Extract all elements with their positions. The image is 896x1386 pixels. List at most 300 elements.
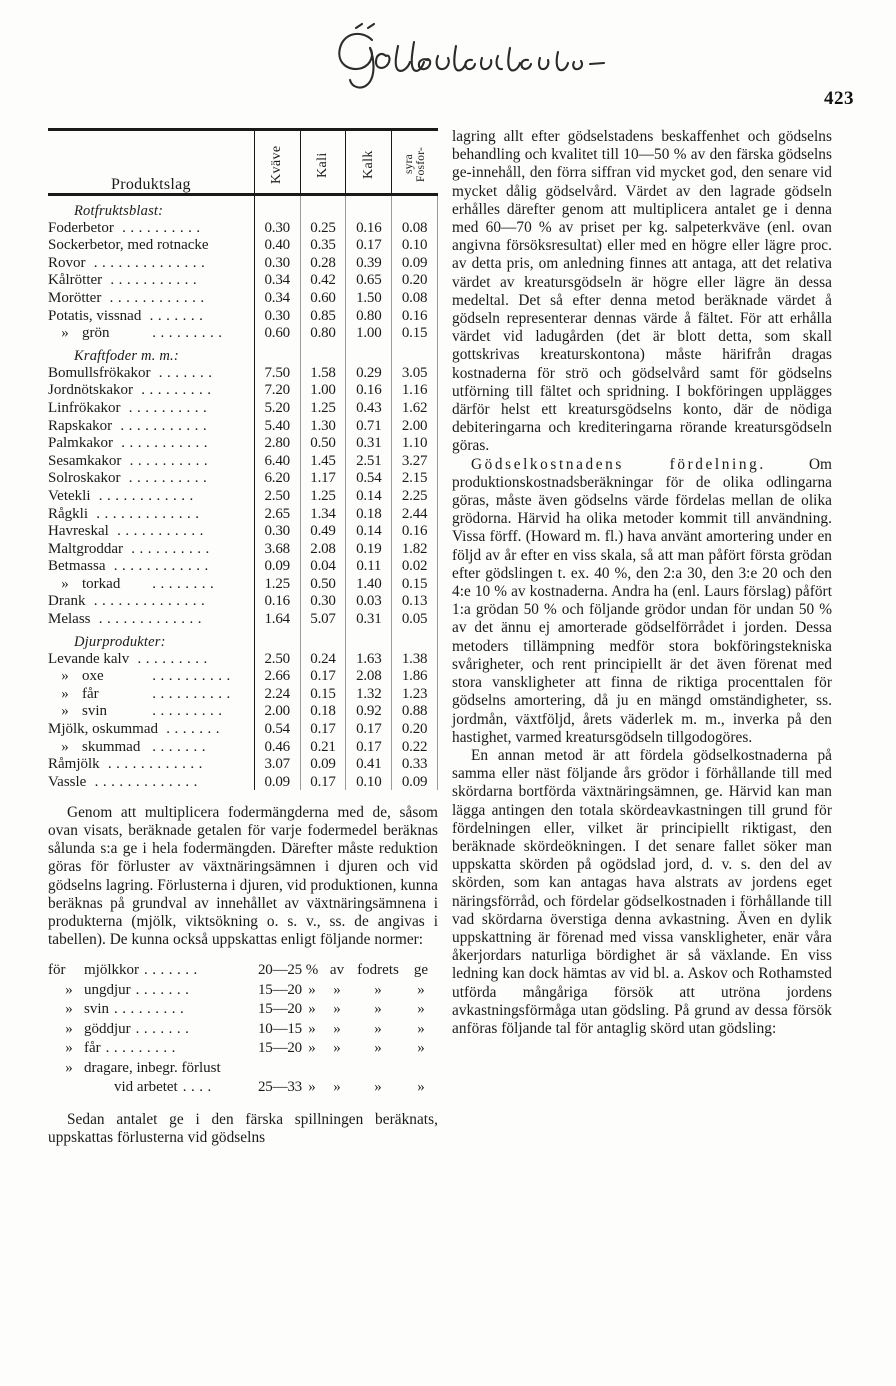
table-section-heading [48,196,438,218]
table-row-label [48,574,254,592]
table-row-label-text: Solroskakor [48,470,121,487]
table-row-label-text: Drank [48,593,86,610]
table-row-label-text: Maltgroddar [48,540,123,557]
table-row-label [48,306,254,324]
table-cell-value: 1.38 [392,649,438,667]
table-cell-value: 2.08 [300,539,346,557]
leader-dots: ......... [144,325,227,342]
table-cell-value: 0.80 [300,324,346,342]
table-row [48,363,438,381]
column-header-kalk [346,131,392,195]
table-row [48,684,438,702]
table-cell-value: 0.17 [300,667,346,685]
table-cell-value: 1.25 [300,486,346,504]
table-cell-value: 0.34 [254,271,300,289]
leader-dots: ........... [108,523,208,540]
table-row-label-text: torkad [82,575,121,592]
norm-row-animal: dragare, inbegr. förlust [84,1059,221,1076]
table-row-label [48,381,254,399]
table-cell-value: 0.09 [392,772,438,790]
norm-row-units [302,1078,438,1098]
table-row-label [48,486,254,504]
leader-dots: .............. [85,593,210,610]
table-row [48,469,438,487]
table-cell-value: 0.25 [300,218,346,236]
handwriting-strokes [318,22,738,94]
table-row-label-text: oxe [82,668,104,685]
table-section-spacer-cell [254,196,300,218]
table-row [48,737,438,755]
table-section-title: Kraftfoder m. m.: [48,341,254,363]
leader-dots: ............ [99,756,207,773]
norm-unit-cell: ge [413,962,429,979]
table-row-label-text: Linfrökakor [48,399,121,416]
table-cell-value: 2.44 [392,504,438,522]
ditto-mark: » [61,668,69,685]
table-cell-value: 3.07 [254,755,300,773]
table-section-spacer-cell [346,627,392,649]
loss-norms-list [48,961,438,1098]
table-cell-value: 0.30 [254,218,300,236]
table-cell-value: 0.09 [254,772,300,790]
left-column [48,128,438,1147]
table-cell-value: 1.64 [254,609,300,627]
table-cell-value: 0.30 [254,522,300,540]
left-paragraph-1: Genom att multiplicera fodermängderna med de, såsom ovan visats, beräknade getalen för varje fodermedel beräknas sålunda s:a ge i hela fodermängden. Därefter måste reduktion göras för förluster av växtnäringsämnen i djuren och vid gödselns lagring. Förlusterna i djuren, vid produktionen, kunna beräknas på grundval av innehållet av växtnäringsämnena i produkterna (mjölk, viktsökning o. s. v., ss. de angivas i tabellen). De kunna också uppskattas enligt följande normer: [48,803,438,949]
table-section-heading [48,341,438,363]
table-cell-value: 0.20 [392,719,438,737]
table-cell-value: 1.25 [300,398,346,416]
table-cell-value: 2.65 [254,504,300,522]
table-cell-value: 0.16 [392,522,438,540]
table-row-label-text: skummad [82,738,141,755]
table-row-label-text: Morötter [48,289,102,306]
norm-unit-cell: % [305,962,319,979]
table-row-label-text: Kålrötter [48,272,103,289]
table-row-label [48,522,254,540]
leader-dots: ......... [133,382,216,399]
norm-unit-cell: » [374,1040,382,1057]
table-cell-value: 1.00 [300,381,346,399]
left-paragraph-2: Sedan antalet ge i den färska spillningen beräknats, uppskattas förlusterna vid gödselns [48,1110,438,1147]
table-row-label-text: Sesamkakor [48,452,122,469]
table-cell-value: 0.71 [346,416,392,434]
right-paragraph-1: lagring allt efter gödselstadens beskaffenhet och gödselns behandling och kvalitet till 10—50 % av den färska gödselns ge-innehåll, den förra siffran vid mycket god, den senare vid mycket dålig gödselvård. Värdet av den lagrade gödseln erhålles därefter genom att multiplicera antalet ge i denna med 60—70 % av priset per kg. salpeterkväve (enl. ovan angivna försöksresultat) eller med en högre eller lägre proc. av detta pris, om anledning finnes att antaga, att det relativa värdet av kreatursgödseln är högre eller lägre än dessa medeltal. Det så efter denna metod beräknade värdet å gödseln representerar dennas värde å fältet. För att erhålla värdet vid ladugården (det är blott detta, som skall gottskrivas kreaturskontona) måste härifrån dragas kostnaderna för strö och gödselvård samt för gödselns utförning till fältet och spridning. I bokföringen upplägges därför helst ett kreatursgödselns konto, där de nödiga debiteringarna och krediteringarna rörande kreatursgödseln göras. [452,128,832,455]
table-cell-value: 1.58 [300,363,346,381]
table-row-label [48,557,254,575]
table-cell-value: 0.60 [254,324,300,342]
table-head [48,130,438,197]
leader-dots: .............. [85,254,210,271]
table-cell-value: 0.29 [346,363,392,381]
column-header-kali-label: Kali [315,152,331,178]
table-section-spacer-cell [346,196,392,218]
table-cell-value: 0.21 [300,737,346,755]
table-row-label-text: Vassle [48,773,87,790]
table-body [48,196,438,790]
leader-dots: ............. [88,505,204,522]
handwritten-annotation [318,22,738,94]
table-cell-value: 2.66 [254,667,300,685]
table-section-spacer-cell [254,627,300,649]
table-cell-value: 0.18 [346,504,392,522]
table-cell-value: 0.10 [346,772,392,790]
table-section-spacer-cell [392,196,438,218]
table-cell-value: 0.04 [300,557,346,575]
table-row [48,574,438,592]
table-row-label-text: grön [82,325,110,342]
table-cell-value: 3.05 [392,363,438,381]
leader-dots: ....... [158,721,225,738]
table-row [48,539,438,557]
leader-dots: ......... [114,1001,189,1018]
table-row-label-text: Havreskal [48,523,109,540]
table-row [48,416,438,434]
norm-unit-cell: » [333,981,341,998]
table-cell-value: 7.50 [254,363,300,381]
table-cell-value: 0.41 [346,755,392,773]
norm-row-range: 15—20 [257,1040,302,1057]
nutrient-content-table [48,128,438,790]
column-header-kali [300,131,346,195]
column-header-fosforsyra [392,131,438,195]
table-cell-value: 0.19 [346,539,392,557]
table-cell-value: 2.00 [254,702,300,720]
table-row [48,522,438,540]
table-cell-value: 0.15 [392,324,438,342]
norm-row-lead: » [65,1040,73,1057]
leader-dots: .......... [120,399,212,416]
table-section-spacer-cell [300,341,346,363]
table-cell-value: 0.34 [254,288,300,306]
table-row-label [48,609,254,627]
table-cell-value: 3.68 [254,539,300,557]
table-cell-value: 0.33 [392,755,438,773]
table-cell-value: 0.39 [346,253,392,271]
table-cell-value: 1.30 [300,416,346,434]
table-row-label-text: får [82,685,99,702]
table-cell-value: 0.24 [300,649,346,667]
table-row-label-text: svin [82,703,108,720]
fosforsyra-line1: Fosfor- [414,146,427,182]
ditto-mark: » [61,738,69,755]
table-row [48,288,438,306]
table-cell-value: 7.20 [254,381,300,399]
leader-dots: .......... [121,452,213,469]
table-row [48,236,438,254]
ditto-mark: » [61,703,69,720]
table-cell-value: 0.17 [346,737,392,755]
table-cell-value: 2.50 [254,486,300,504]
norm-unit-cell: » [308,1079,316,1096]
table-row-label [48,755,254,773]
norm-row-animal: ungdjur [84,981,131,998]
table-row-label-text: Potatis, vissnad [48,307,142,324]
table-cell-value: 0.17 [346,236,392,254]
norm-unit-cell: » [417,1079,425,1096]
table-cell-value: 0.42 [300,271,346,289]
table-section-spacer-cell [254,341,300,363]
leader-dots: ........... [102,272,202,289]
norm-unit-cell: » [333,1001,341,1018]
norm-row-range: 25—33 [257,1079,302,1096]
norm-unit-cell: » [308,1020,316,1037]
table-row [48,271,438,289]
leader-dots: .......... [144,685,235,702]
table-cell-value: 5.07 [300,609,346,627]
table-cell-value: 0.14 [346,522,392,540]
table-cell-value: 5.40 [254,416,300,434]
column-header-kvave-label: Kväve [269,145,285,185]
table-cell-value: 0.17 [300,719,346,737]
table-row [48,609,438,627]
leader-dots: ........ [144,575,219,592]
ditto-mark: » [61,685,69,702]
table-cell-value: 0.15 [300,684,346,702]
table-section-spacer-cell [392,341,438,363]
table-section-spacer-cell [346,341,392,363]
norm-row-animal: mjölkkor [84,962,139,979]
leader-dots: .......... [122,540,214,557]
table-cell-value: 0.08 [392,218,438,236]
table-row-label-text: Melass [48,611,91,628]
norm-row [48,1020,438,1040]
leader-dots: ....... [144,962,202,979]
table-cell-value: 0.08 [392,288,438,306]
table-row-label [48,324,254,342]
table-row-label-text: Bomullsfrökakor [48,364,151,381]
table-row-label-text: Vetekli [48,487,91,504]
table-cell-value: 2.24 [254,684,300,702]
table-row [48,649,438,667]
fosforsyra-line2: syra [402,154,415,174]
table-row [48,719,438,737]
table-cell-value: 1.25 [254,574,300,592]
table-row-label-text: Foderbetor [48,219,114,236]
table-cell-value: 0.02 [392,557,438,575]
table-cell-value: 0.16 [392,306,438,324]
table-row-label-text: Jordnötskakor [48,382,133,399]
table-cell-value: 6.20 [254,469,300,487]
table-row-label [48,218,254,236]
table-row [48,592,438,610]
norm-row [48,961,438,981]
norm-unit-cell: » [417,981,425,998]
table-cell-value: 0.16 [346,218,392,236]
table-row [48,218,438,236]
table-cell-value: 0.17 [300,772,346,790]
table-cell-value: 0.30 [254,306,300,324]
norm-row-range: 15—20 [257,1001,302,1018]
table-cell-value: 2.15 [392,469,438,487]
table-cell-value: 0.40 [254,236,300,254]
table-header-row [48,131,438,195]
column-header-kalk-label: Kalk [360,150,376,180]
norm-row-animal: får [84,1040,101,1057]
table-cell-value: 0.43 [346,398,392,416]
norm-row-lead: » [65,981,73,998]
table-row-label [48,772,254,790]
table-row-label [48,702,254,720]
table-row-label-text: Betmassa [48,558,106,575]
right-column [452,128,832,1038]
table-cell-value: 0.10 [392,236,438,254]
table-row-label [48,451,254,469]
table-cell-value: 0.30 [254,253,300,271]
leader-dots: ............ [105,558,213,575]
table-section-spacer-cell [300,627,346,649]
leader-dots: ............. [90,611,206,628]
norm-row-range: 20—25 [257,962,302,979]
table-cell-value: 0.50 [300,434,346,452]
table-row [48,324,438,342]
table-cell-value: 2.51 [346,451,392,469]
table-cell-value: 0.09 [300,755,346,773]
table-cell-value: 0.05 [392,609,438,627]
table-row [48,557,438,575]
table-row-label [48,236,254,254]
table-row-label [48,719,254,737]
table-cell-value: 1.45 [300,451,346,469]
table-section-spacer-cell [300,196,346,218]
table-cell-value: 0.35 [300,236,346,254]
table-cell-value: 0.16 [346,381,392,399]
section-heading-godselkostnadens-fordelning: Gödselkostnadens fördelning. [471,455,766,473]
leader-dots: ......... [129,650,212,667]
table-cell-value: 0.20 [392,271,438,289]
leader-dots: ....... [135,1020,194,1037]
norm-row-units [302,961,438,981]
table-cell-value: 1.40 [346,574,392,592]
page-number: 423 [824,88,854,109]
table-cell-value: 0.22 [392,737,438,755]
table-row-label [48,288,254,306]
norm-unit-cell: » [333,1079,341,1096]
table-cell-value: 0.31 [346,434,392,452]
table-row [48,755,438,773]
table-row [48,451,438,469]
table-cell-value: 0.09 [392,253,438,271]
table-cell-value: 0.28 [300,253,346,271]
leader-dots: ............ [101,289,209,306]
table-cell-value: 0.17 [346,719,392,737]
norm-unit-cell: fodrets [357,962,399,979]
table-cell-value: 0.54 [346,469,392,487]
leader-dots: .......... [144,668,235,685]
norm-row-lead: » [65,1001,73,1018]
table-cell-value: 0.18 [300,702,346,720]
table-cell-value: 0.88 [392,702,438,720]
leader-dots: .......... [120,470,212,487]
norm-unit-cell: » [308,1001,316,1018]
table-cell-value: 0.46 [254,737,300,755]
right-paragraph-2-text: Om produktionskostnadsberäkningar för de olika odlingarna göras, måste även gödselns värde fördelas mellan de olika grödorna. Härvid ha olika metoder kommit till användning. Vissa förff. (Howard m. fl.) hava använt amortering under en följd av år efter en viss skala, så att man påfört första grödan efter gödslingen t. ex. 40 %, den 2:a 30, den 3:e 20 och den 4:e 10 % av kostnaderna. Andra ha (enl. Laurs förslag) påfört 1:a grödan 50 % och följande grödor undan för undan 50 % av det ännu ej amorterade gödselförrådet i jorden. Dessa metoders tillämpning medför stora bokföringstekniska svårigheter, och rent principiellt är det även förenat med stora vanskligheter att finna de riktiga procenttalen för gödselns amortering, då ju en mängd omständigheter, ss. jordmån, växtföljd, årets väderlek m. m., inverka på den hastighet, varmed kreatursgödseln tillgodogöres. [452,455,832,746]
leader-dots: ............ [90,487,198,504]
column-header-kvave [254,131,300,195]
table-row [48,398,438,416]
leader-dots: ........... [112,417,212,434]
table-cell-value: 2.00 [392,416,438,434]
leader-dots: ....... [144,738,210,755]
table-row [48,504,438,522]
norm-unit-cell: » [333,1020,341,1037]
column-header-fosforsyra-label [403,135,427,193]
table-cell-value: 0.14 [346,486,392,504]
table-cell-value: 0.03 [346,592,392,610]
column-header-produktslag: Produktslag [48,131,254,195]
leader-dots: ......... [144,703,227,720]
table-cell-value: 1.86 [392,667,438,685]
table-cell-value: 0.11 [346,557,392,575]
table-section-title: Rotfruktsblast: [48,196,254,218]
table-row-label [48,416,254,434]
norm-row [48,1000,438,1020]
table-cell-value: 2.50 [254,649,300,667]
right-paragraph-2 [452,456,832,747]
table-row-label-text: Sockerbetor, med rotnacke [48,237,209,254]
norm-row-range: 15—20 [257,981,302,998]
table-section-heading [48,627,438,649]
table-row-label [48,649,254,667]
table-cell-value: 0.31 [346,609,392,627]
table-cell-value: 1.50 [346,288,392,306]
page-columns [0,128,896,1208]
norm-unit-cell: » [417,1040,425,1057]
table-row [48,702,438,720]
table-cell-value: 1.34 [300,504,346,522]
table-row-label [48,271,254,289]
table-row-label [48,363,254,381]
norm-row-continuation [48,1078,438,1098]
norm-row-long [48,1059,438,1079]
table-cell-value: 2.08 [346,667,392,685]
table-cell-value: 0.49 [300,522,346,540]
right-paragraph-3: En annan metod är att fördela gödselkostnaderna på samma eller näst följande års grödor i förhållande till med skördarna bortförda växtnäringsämnen, ge. Härvid kan man lägga antingen den totala skördeavkastningen till grund för fördelningen eller, vilket är principiellt riktigast, den beräknade skördeökningen. I det senare fallet söker man uppskatta skörden på ogödslad jord, d. v. s. den del av skörden, som kan antagas hava alstrats av jordens eget näringsförråd, och fördelar gödselkostnaden i förhållande till vad skördarna överstiga denna avkastning. Även en dylik uppskattning är förenad med vissa vanskligheter, enär våra åkerjordars naturliga bördighet är så växlande. En viss ledning kan dock hämtas av vid bl. a. Askov och Rothamsted utförda mångåriga försök att utröna jordens avkastningsförmåga utan gödsling. På grund av dessa försök anföras följande tal för antaglig skörd utan gödsling: [452,746,832,1037]
table-row-label-text: Rapskakor [48,417,113,434]
table-cell-value: 0.92 [346,702,392,720]
table-row-label [48,504,254,522]
table-cell-value: 0.65 [346,271,392,289]
table-row-label [48,398,254,416]
norm-unit-cell: » [374,1020,382,1037]
table-cell-value: 0.60 [300,288,346,306]
table-row-label [48,737,254,755]
ditto-mark: » [61,575,69,592]
table-cell-value: 0.30 [300,592,346,610]
table-row-label [48,434,254,452]
norm-row [48,981,438,1001]
ditto-mark: » [61,325,69,342]
table-cell-value: 2.80 [254,434,300,452]
norm-row-lead: » [65,1020,73,1037]
norm-unit-cell: » [308,981,316,998]
norm-unit-cell: » [308,1040,316,1057]
table-row [48,772,438,790]
table-row [48,667,438,685]
table-cell-value: 0.16 [254,592,300,610]
table-cell-value: 1.23 [392,684,438,702]
leader-dots: ....... [141,307,208,324]
table-cell-value: 5.20 [254,398,300,416]
norm-row-continuation-text: vid arbetet [114,1079,178,1096]
table-row-label [48,539,254,557]
norm-row-lead: för [48,962,66,979]
table-row [48,486,438,504]
table-row-label-text: Levande kalv [48,650,130,667]
table-cell-value: 1.63 [346,649,392,667]
table-cell-value: 0.80 [346,306,392,324]
table-cell-value: 1.10 [392,434,438,452]
